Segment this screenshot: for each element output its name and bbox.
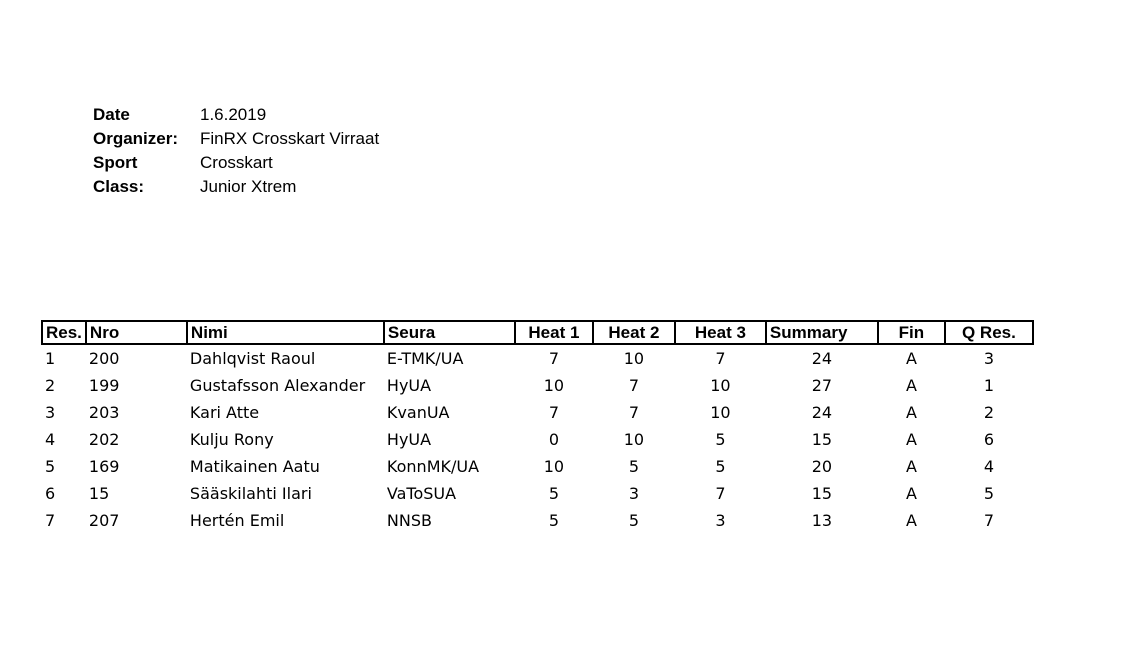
cell-summary: 24: [811, 403, 833, 422]
cell-res: 7: [45, 511, 56, 530]
cell-heat-1: 7: [548, 403, 560, 422]
cell-heat-1: 10: [543, 376, 565, 395]
cell-q-res: 5: [983, 484, 995, 503]
cell-heat-1: 10: [543, 457, 565, 476]
cell-res: 4: [45, 430, 56, 449]
cell-heat-3: 7: [715, 484, 726, 503]
cell-nro: 207: [88, 511, 120, 530]
cell-q-res: 2: [983, 403, 995, 422]
cell-nro: 199: [88, 376, 120, 395]
cell-summary: 15: [811, 430, 833, 449]
cell-summary: 20: [811, 457, 833, 476]
cell-heat-3: 7: [715, 349, 726, 368]
table-row: [42, 344, 1033, 372]
cell-res: 1: [45, 349, 56, 368]
header-nimi: Nimi: [187, 321, 384, 344]
header-seura: Seura: [384, 321, 515, 344]
organizer-row: [93, 127, 379, 151]
cell-q-res: 1: [983, 376, 995, 395]
sport-row: [93, 151, 379, 175]
header-res: Res.: [42, 321, 86, 344]
cell-nro: 15: [88, 484, 110, 503]
cell-heat-2: 7: [628, 403, 640, 422]
header-fin: Fin: [878, 321, 945, 344]
cell-heat-2: 10: [623, 430, 645, 449]
header-heat-3: Heat 3: [675, 321, 766, 344]
cell-heat-1: 0: [548, 430, 560, 449]
cell-nimi: Kulju Rony: [189, 430, 274, 449]
date-value: 1.6.2019: [200, 105, 267, 124]
cell-q-res: 7: [983, 511, 995, 530]
table-row: [42, 372, 1033, 399]
header-heat-2: Heat 2: [593, 321, 675, 344]
cell-heat-3: 3: [715, 511, 726, 530]
table-row: [42, 426, 1033, 453]
table-row: [42, 453, 1033, 480]
cell-nro: 169: [88, 457, 120, 476]
header-row: [42, 321, 1033, 344]
cell-seura: KvanUA: [386, 403, 450, 422]
class-row: [93, 175, 379, 199]
cell-nimi: Hertén Emil: [189, 511, 285, 530]
header-heat-1: Heat 1: [515, 321, 593, 344]
cell-heat-2: 7: [628, 376, 640, 395]
cell-heat-2: 5: [628, 457, 640, 476]
cell-seura: E-TMK/UA: [386, 349, 464, 368]
cell-res: 5: [45, 457, 56, 476]
cell-heat-3: 10: [710, 403, 731, 422]
organizer-label: Organizer:: [93, 129, 179, 148]
class-label: Class:: [93, 177, 145, 196]
cell-nro: 202: [88, 430, 120, 449]
cell-heat-2: 3: [628, 484, 640, 503]
cell-summary: 24: [811, 349, 833, 368]
cell-seura: HyUA: [386, 430, 432, 449]
cell-res: 3: [45, 403, 56, 422]
cell-fin: A: [905, 484, 917, 503]
cell-heat-3: 10: [710, 376, 731, 395]
cell-summary: 15: [811, 484, 833, 503]
cell-summary: 13: [811, 511, 833, 530]
cell-heat-1: 7: [548, 349, 560, 368]
cell-res: 6: [45, 484, 56, 503]
header-summary: Summary: [766, 321, 878, 344]
cell-seura: KonnMK/UA: [386, 457, 480, 476]
table-row: [42, 507, 1033, 534]
cell-nimi: Sääskilahti Ilari: [189, 484, 312, 503]
cell-q-res: 6: [983, 430, 995, 449]
cell-fin: A: [905, 349, 917, 368]
header-nro: Nro: [86, 321, 187, 344]
organizer-value: FinRX Crosskart Virraat: [200, 129, 380, 148]
event-info: [93, 103, 379, 199]
cell-q-res: 3: [983, 349, 995, 368]
table-row: [42, 399, 1033, 426]
cell-nimi: Gustafsson Alexander: [189, 376, 366, 395]
header-q-res: Q Res.: [945, 321, 1033, 344]
cell-fin: A: [905, 430, 917, 449]
cell-fin: A: [905, 511, 917, 530]
cell-heat-2: 5: [628, 511, 640, 530]
cell-seura: NNSB: [386, 511, 432, 530]
results-table: [41, 320, 1034, 534]
cell-heat-3: 5: [715, 457, 726, 476]
cell-nro: 203: [88, 403, 120, 422]
cell-res: 2: [45, 376, 56, 395]
cell-nimi: Dahlqvist Raoul: [189, 349, 316, 368]
cell-fin: A: [905, 403, 917, 422]
cell-nimi: Matikainen Aatu: [189, 457, 320, 476]
cell-nro: 200: [88, 349, 120, 368]
cell-fin: A: [905, 457, 917, 476]
cell-summary: 27: [811, 376, 833, 395]
class-value: Junior Xtrem: [200, 177, 297, 196]
sport-value: Crosskart: [200, 153, 273, 172]
cell-seura: HyUA: [386, 376, 432, 395]
cell-heat-2: 10: [623, 349, 645, 368]
cell-seura: VaToSUA: [386, 484, 457, 503]
sport-label: Sport: [93, 153, 138, 172]
cell-q-res: 4: [983, 457, 995, 476]
cell-nimi: Kari Atte: [189, 403, 260, 422]
cell-heat-1: 5: [548, 511, 560, 530]
table-row: [42, 480, 1033, 507]
cell-fin: A: [905, 376, 917, 395]
cell-heat-1: 5: [548, 484, 560, 503]
date-label: Date: [93, 105, 130, 124]
date-row: [93, 103, 379, 127]
cell-heat-3: 5: [715, 430, 726, 449]
